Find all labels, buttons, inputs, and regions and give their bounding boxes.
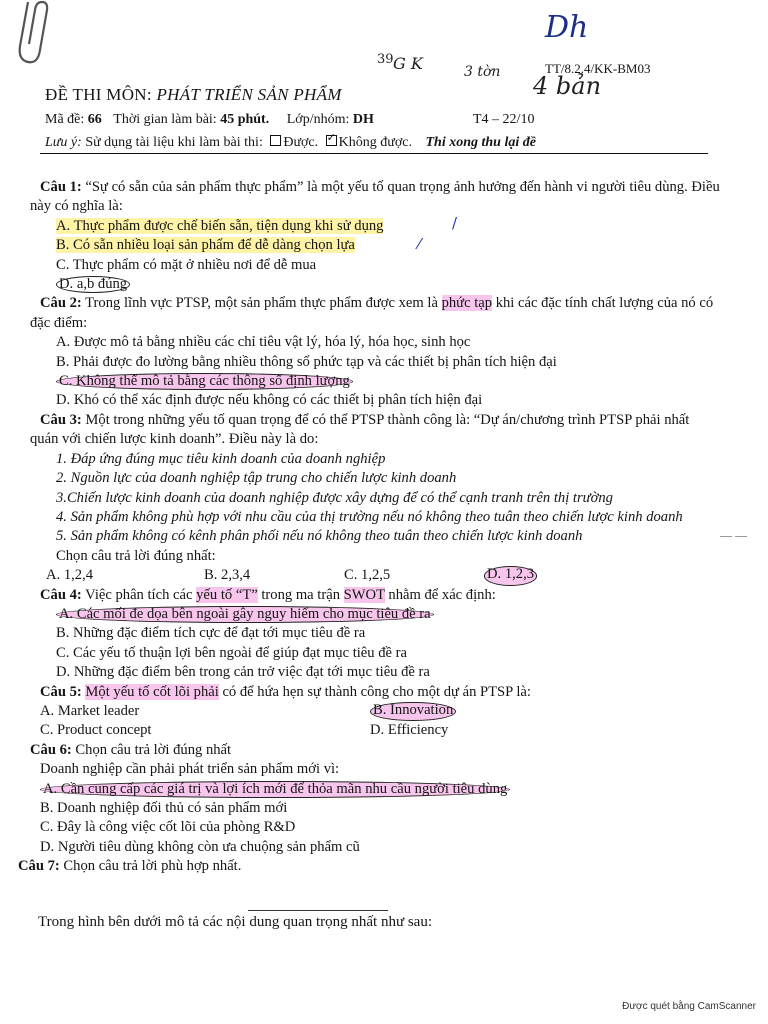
q1-text: “Sự có sẵn của sản phẩm thực phẩm” là một yếu tố quan trọng ảnh hưởng đến hành vi người tiêu dùng. Điều này có nghĩa là: (30, 179, 720, 215)
q3-prompt: Chọn câu trả lời đúng nhất: (56, 547, 216, 564)
figure-intro: Trong hình bên dưới mô tả các nội dung quan trọng nhất như sau: (38, 914, 433, 930)
q6-prompt: Doanh nghiệp cần phải phát triển sản phẩm mới vì: (40, 761, 340, 778)
selected-mark: D. a,b đúng (56, 276, 130, 293)
q1-option-d (30, 275, 720, 294)
questions (18, 178, 720, 877)
selected-mark: A. Cần cung cấp các giá trị và lợi ích mới để thỏa mãn nhu cầu người tiêu dùng (40, 781, 510, 798)
question-7: Câu 7: Chọn câu trả lời phù hợp nhất. (18, 858, 242, 875)
handwritten-note: 3 tờn (464, 64, 501, 80)
separator-line (248, 910, 388, 911)
checkbox-not-allowed (326, 135, 337, 146)
q3-statement-4: 4. Sản phẩm không phù hợp với nhu cầu của thị trường nếu nó không theo tuân theo chiến lược kinh doanh (56, 508, 683, 525)
note-text: Sử dụng tài liệu khi làm bài thi: (85, 135, 263, 150)
q3-option-a: A. 1,2,4 (46, 567, 94, 584)
q1-option-b: B. Có sẵn nhiều loại sản phẩm để dễ dàng chọn lựa (56, 237, 355, 254)
margin-dash: — — (720, 528, 747, 542)
exam-meta (45, 112, 535, 128)
q2-option-a: A. Được mô tả bằng nhiều các chỉ tiêu vật lý, hóa lý, hóa học, sinh học (56, 334, 471, 351)
q2-option-b: B. Phải được đo lường bằng nhiều thông số phức tạp và các thiết bị phân tích hiện đại (56, 353, 557, 370)
handwritten-gk: G K (393, 54, 423, 73)
q6-option-d: D. Người tiêu dùng không còn ưa chuộng sản phẩm cũ (40, 838, 360, 855)
q6-option-b: B. Doanh nghiệp đối thủ có sản phẩm mới (40, 800, 288, 816)
check-mark-icon: / (452, 214, 458, 232)
q3-statement-2: 2. Nguồn lực của doanh nghiệp tập trung cho chiến lược kinh doanh (56, 470, 457, 487)
q6-option-a (30, 780, 720, 799)
collect-note: Thi xong thu lại đề (425, 135, 536, 150)
q5-options-row2 (30, 721, 720, 740)
question-6: Câu 6: Chọn câu trả lời đúng nhất (30, 741, 232, 758)
handwritten-four-b: 4 bản (533, 72, 602, 100)
q1-option-a: A. Thực phẩm được chế biến sẵn, tiện dụng khi sử dụng (56, 217, 384, 234)
q4-option-a (30, 605, 720, 624)
q2-option-c (30, 372, 720, 391)
opt-not-allowed: Không được. (338, 135, 412, 150)
class-value: DH (352, 112, 374, 127)
question-1 (30, 178, 720, 217)
question-2: Câu 2: Trong lĩnh vực PTSP, một sản phẩm thực phẩm được xem là phức tạp khi các đặc tính chất lượng của nó có đặc điểm: (30, 295, 714, 331)
q4-option-b: B. Những đặc điểm tích cực để đạt tới mục tiêu đề ra (56, 625, 366, 642)
q5-options-row1 (30, 702, 720, 721)
q3-option-c: C. 1,2,5 (344, 567, 391, 584)
note-label: Lưu ý: (45, 135, 82, 150)
q1-number: Câu 1: (40, 179, 82, 195)
question-4: Câu 4: Việc phân tích các yếu tố “T” trong ma trận SWOT nhằm để xác định: (40, 586, 496, 603)
q5-option-d: D. Efficiency (370, 722, 449, 739)
header-divider (40, 153, 708, 154)
time-label: Thời gian làm bài: (113, 112, 217, 127)
q3-option-d: D. 1,2,3 (484, 566, 537, 585)
q3-option-b: B. 2,3,4 (204, 567, 251, 584)
title-prefix: ĐỀ THI MÔN: (45, 85, 152, 104)
q1-option-c: C. Thực phẩm có mặt ở nhiều nơi để dễ mua (56, 256, 317, 273)
form-code: TT/8.2.4/KK-BM03 (545, 61, 651, 76)
q3-statement-3: 3.Chiến lược kinh doanh của doanh nghiệp được xây dựng để có thể cạnh tranh trên thị trường (56, 489, 613, 506)
q3-statement-1: 1. Đáp ứng đúng mục tiêu kinh doanh của doanh nghiệp (56, 450, 386, 467)
scanner-watermark: Được quét bằng CamScanner (622, 1001, 756, 1012)
q5-option-b: B. Innovation (370, 702, 456, 721)
question-3: Câu 3: Một trong những yếu tố quan trọng để có thể PTSP thành công là: “Dự án/chương trình PTSP phải nhất quán với chiến lược kinh doanh”. Điều này là do: (30, 411, 690, 448)
q3-statement-5: 5. Sản phẩm không có kênh phân phối nếu nó không theo tuân theo chiến lược kinh doanh (56, 528, 583, 545)
handwritten-scrawl: Dh (545, 10, 589, 45)
q2-option-d: D. Khó có thể xác định được nếu không có các thiết bị phân tích hiện đại (56, 392, 483, 409)
q5-option-a: A. Market leader (40, 702, 140, 719)
exam-note (45, 135, 536, 151)
selected-mark: A. Các mối đe dọa bên ngoài gây nguy hiểm cho mục tiêu đề ra (56, 606, 434, 623)
checkbox-allowed (270, 135, 281, 146)
q2-highlight: phức tạp (441, 295, 493, 312)
subject-name: PHÁT TRIỂN SẢN PHẨM (156, 85, 342, 104)
paperclip-icon (14, 0, 54, 72)
selected-mark: C. Không thể mô tả bằng các thông số định lượng (56, 373, 353, 390)
q5-option-c: C. Product concept (40, 722, 152, 739)
class-label: Lớp/nhóm: (286, 112, 350, 127)
code-value: 66 (87, 112, 102, 127)
exam-title (45, 85, 342, 105)
time-value: 45 phút. (220, 112, 270, 127)
check-mark-icon: ⁄ (418, 235, 421, 253)
session-value: T4 – 22/10 (473, 112, 535, 127)
code-label: Mã đề: (45, 112, 85, 127)
question-5: Câu 5: Một yếu tố cốt lõi phải có để hứa hẹn sự thành công cho một dự án PTSP là: (40, 683, 531, 700)
handwritten-score: 39 (377, 52, 394, 67)
q4-option-d: D. Những đặc điểm bên trong cản trở việc đạt tới mục tiêu đề ra (56, 664, 430, 681)
q3-options (30, 566, 720, 585)
q6-option-c: C. Đây là công việc cốt lõi của phòng R&D (40, 819, 296, 836)
opt-allowed: Được. (283, 135, 319, 150)
q4-option-c: C. Các yếu tố thuận lợi bên ngoài để giúp đạt mục tiêu đề ra (56, 644, 407, 661)
